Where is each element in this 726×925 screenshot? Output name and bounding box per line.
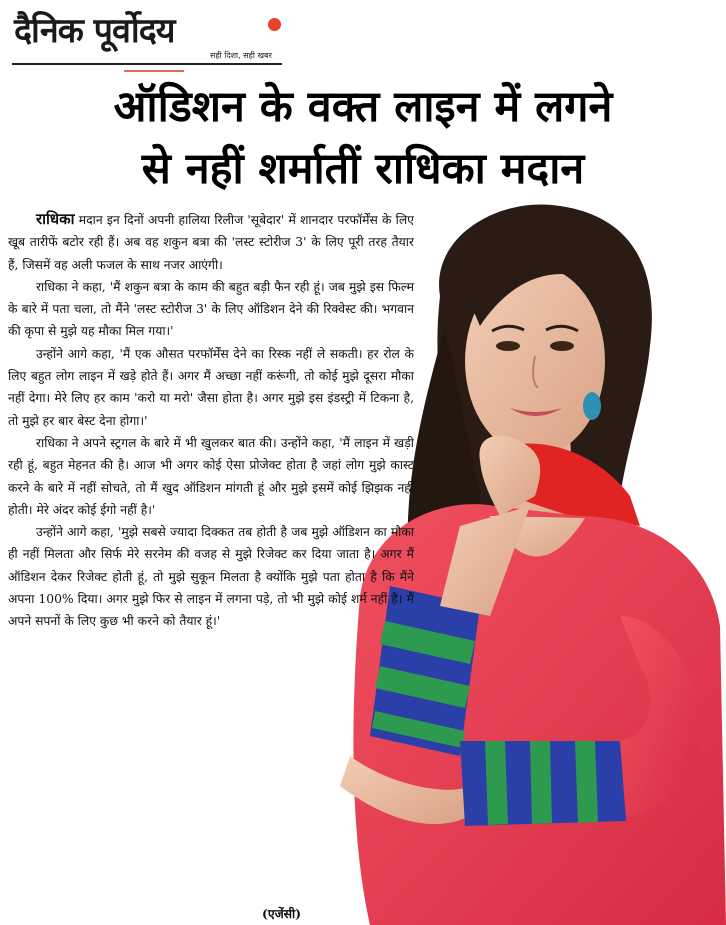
masthead-logo-dot <box>268 18 281 31</box>
article-paragraph-4: राधिका ने अपने स्ट्रगल के बारे में भी खुलकर बात की। उन्होंने कहा, 'मैं लाइन में खड़ी रही हूं, बहुत मेहनत की है। आज भी अगर कोई ऐसा प्रोजेक्ट होता है जहां लोग मुझे कास्ट करने के बारे में नहीं सोचते, तो मैं खुद ऑडिशन मांगती हूं और मुझे इसमें कोई झिझक नहीं होती। मेरे अंदर कोई ईगो नहीं है।' <box>8 435 414 517</box>
article-paragraph-2: राधिका ने कहा, 'मैं शकुन बत्रा के काम की बहुत बड़ी फैन रही हूं। जब मुझे इस फिल्म के बारे में पता चला, तो मैंने 'लस्ट स्टोरीज 3' के लिए ऑडिशन देने की रिक्वेस्ट की। भगवान की कृपा से मुझे यह मौका मिल गया।' <box>8 279 414 339</box>
masthead-divider <box>12 63 282 65</box>
headline-line-2: से नहीं शर्मातीं राधिका मदान <box>141 144 585 194</box>
masthead <box>12 6 292 74</box>
article-paragraph-3: उन्होंने आगे कहा, 'मैं एक औसत परफॉर्मेंस देने का रिस्क नहीं ले सकती। हर रोल के लिए बहुत लोग लाइन में खड़े होते हैं। अगर मैं अच्छा नहीं करूंगी, तो कोई मुझे दूसरा मौका नहीं देगा। मेरे लिए हर काम 'करो या मरो' जैसा होता है। अगर मुझे इस इंडस्ट्री में टिकना है, तो मुझे हर बार बेस्ट देना होगा।' <box>8 346 414 428</box>
agency-credit: (एजेंसी) <box>262 906 302 921</box>
article-paragraph-1-text: मदान इन दिनों अपनी हालिया रिलीज 'सूबेदार' में शानदार परफॉर्मेंस के लिए खूब तारीफें बटोर रही हैं। अब वह शकुन बत्रा की 'लस्ट स्टोरीज 3' के लिए पूरी तरह तैयार हैं, जिसमें वह अली फजल के साथ नजर आएंगी। <box>8 213 414 272</box>
headline <box>0 76 726 200</box>
article-paragraph-1 <box>8 208 414 276</box>
masthead-tagline: सही दिशा, सही खबर <box>210 51 272 60</box>
masthead-accent-line <box>124 70 184 72</box>
article-paragraph-5: उन्होंने आगे कहा, 'मुझे सबसे ज्यादा दिक्कत तब होती है जब मुझे ऑडिशन का मौका ही नहीं मिलता और सिर्फ मेरे सरनेम की वजह से मुझे रिजेक्ट कर दिया जाता है। अगर मैं ऑडिशन देकर रिजेक्ट होती हूं, तो मुझे सुकून मिलता है क्योंकि मुझे पता होता है कि मैंने अपना 100% दिया। अगर मुझे फिर से लाइन में लगना पड़े, तो भी मुझे कोई शर्म नहीं है। मैं अपने सपनों के लिए कुछ भी करने को तैयार हूं।' <box>8 525 414 629</box>
right-sleeve <box>460 741 626 826</box>
headline-line-1: ऑडिशन के वक्त लाइन में लगने <box>113 82 613 132</box>
article-body <box>8 208 414 633</box>
masthead-title: दैनिक पूर्वोदय <box>14 11 175 51</box>
lead-word: राधिका <box>36 210 75 228</box>
